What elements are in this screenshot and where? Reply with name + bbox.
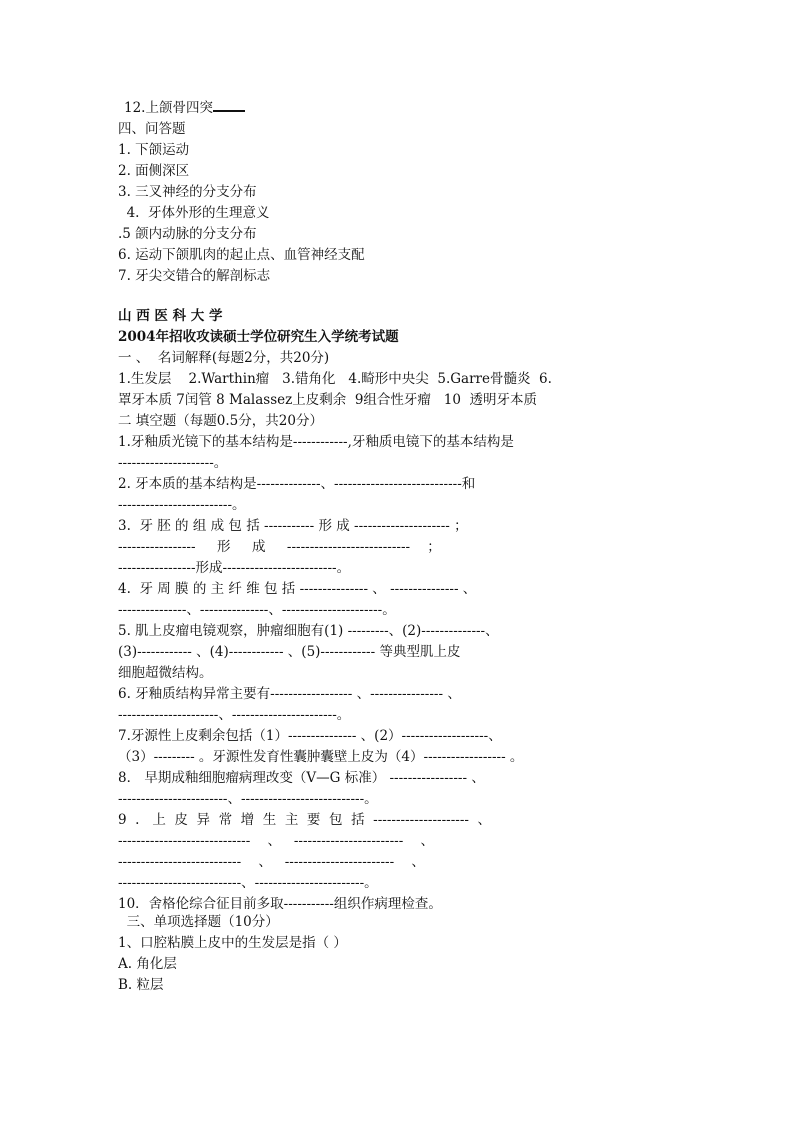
fill-line: 3. 牙 胚 的 组 成 包 括 ----------- 形 成 --------------------- ； [118,518,468,534]
fill-line: 1.牙釉质光镜下的基本结构是------------,牙釉质电镜下的基本结构是 [118,434,514,450]
blank-line [213,98,245,112]
question-item: .5 颌内动脉的分支分布 [118,226,257,242]
fill-line: ----------------------------- 、 ------------------------ 、 [118,833,434,849]
section-header-fill: 二 填空题（每题0.5分，共20分） [118,413,323,429]
question-item: 7. 牙尖交错合的解剖标志 [118,268,271,284]
fill-line: 6. 牙釉质结构异常主要有------------------ 、---------------- 、 [118,686,461,702]
section-header-terms: 一 、 名词解释(每题2分，共20分) [118,350,330,366]
choice-option: A. 角化层 [118,956,177,972]
section-header-choice: 三、单项选择题（10分） [118,914,279,930]
choice-question: 1、口腔粘膜上皮中的生发层是指（ ） [118,935,347,951]
question-item: 1. 下颌运动 [118,142,190,158]
fill-line: 2. 牙本质的基本结构是--------------、----------------------------和 [118,476,476,492]
exam-title: 2004年招收攻读硕士学位研究生入学统考试题 [118,329,399,345]
fill-line: 9 . 上 皮 异 常 增 生 主 要 包 括 --------------------- 、 [118,812,492,828]
fill-line: -------------------------。 [118,497,246,513]
fill-line: ---------------------------、------------------------。 [118,875,378,891]
question-item: 3. 三叉神经的分支分布 [118,184,257,200]
terms-line: 罩牙本质 7闰管 8 Malassez上皮剩余 9组合性牙瘤 10 透明牙本质 [118,392,538,408]
fill-line: （3）--------- 。牙源性发育性囊肿囊壁上皮为（4）------------------ 。 [118,749,524,765]
fill-line: --------------------------- 、 ------------------------ 、 [118,854,425,870]
fill-line: 7.牙源性上皮剩余包括（1）--------------- 、(2）-------------------、 [118,728,502,744]
fill-line: -----------------形成-------------------------。 [118,560,351,576]
fill-line: ----------------- 形 成 --------------------------- ； [118,539,441,555]
fill-item-12: 12.上颌骨四突 [118,98,678,118]
question-item: 4. 牙体外形的生理意义 [118,205,270,221]
fill-line: 细胞超微结构。 [118,665,213,681]
fill-line: ---------------、---------------、----------------------。 [118,602,396,618]
question-item: 2. 面侧深区 [118,163,190,179]
fill-line: (3)------------ 、(4)------------ 、(5)------------ 等典型肌上皮 [118,644,461,660]
choice-option: B. 粒层 [118,977,164,993]
fill-line: 10．舍格伦综合征目前多取-----------组织作病理检查。 [118,896,442,912]
fill-line: ----------------------、-----------------------。 [118,707,351,723]
fill-line: 8． 早期成釉细胞瘤病理改变（V—G 标准） ----------------- 、 [118,770,485,786]
section-title-qa: 四、问答题 [118,121,186,137]
school-name: 山 西 医 科 大 学 [118,308,223,324]
fill-line: 4. 牙 周 膜 的 主 纤 维 包 括 --------------- 、 --------------- 、 [118,581,477,597]
fill-line: ---------------------。 [118,455,228,471]
question-item: 6. 运动下颌肌肉的起止点、血管神经支配 [118,247,365,263]
fill-line: ------------------------、---------------------------。 [118,791,378,807]
terms-line: 1.生发层 2.Warthin瘤 3.错角化 4.畸形中央尖 5.Garre骨髓炎 6. [118,371,552,387]
fill-line: 5. 肌上皮瘤电镜观察，肿瘤细胞有(1) ---------、(2)--------------、 [118,623,499,639]
